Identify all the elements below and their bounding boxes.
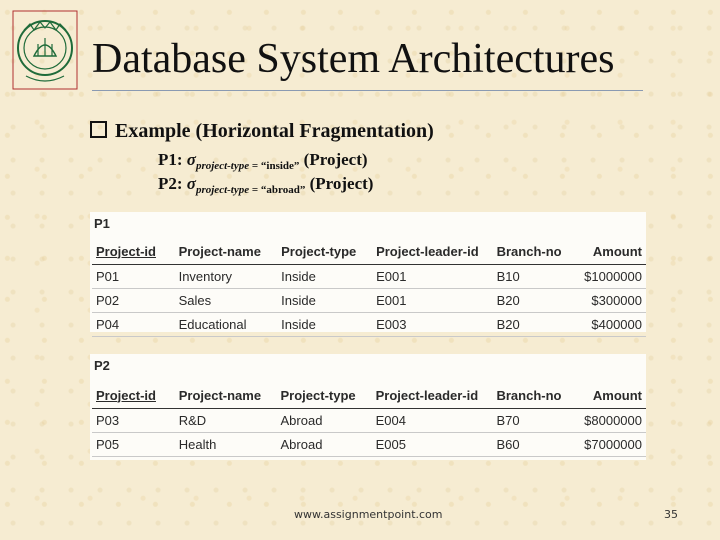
table-row <box>92 433 646 457</box>
fragment-table-panel-p1 <box>90 212 646 332</box>
table-cell: B60 <box>492 433 578 457</box>
table-cell: P03 <box>92 409 175 433</box>
selection-condition <box>196 160 299 172</box>
table-cell: E004 <box>372 409 493 433</box>
table-cell: R&D <box>175 409 277 433</box>
table-cell: Sales <box>175 289 278 313</box>
table-header-row <box>92 238 646 265</box>
fragment-table-p2 <box>92 382 646 457</box>
title-rule <box>92 90 643 91</box>
table-cell: B20 <box>493 289 578 313</box>
table-cell: P05 <box>92 433 175 457</box>
table-cell: E005 <box>372 433 493 457</box>
condition-attribute: project-type <box>195 160 250 172</box>
column-header: Project-leader-id <box>372 382 493 409</box>
table-row <box>92 289 646 313</box>
table-cell: Inside <box>277 265 372 289</box>
table-cell: Inventory <box>175 265 278 289</box>
column-header: Project-leader-id <box>372 238 493 265</box>
table-cell: B20 <box>493 313 578 337</box>
fragment-expression-p2 <box>158 174 373 194</box>
selection-condition <box>196 184 305 196</box>
sigma-symbol: σ <box>186 150 196 169</box>
column-header: Branch-no <box>493 238 578 265</box>
fragment-table-p1 <box>92 238 646 337</box>
table-row <box>92 409 646 433</box>
table-cell: E001 <box>372 265 493 289</box>
sigma-symbol: σ <box>186 174 196 193</box>
table-cell: $7000000 <box>578 433 646 457</box>
footer-url: www.assignmentpoint.com <box>294 508 443 521</box>
bullet-heading <box>90 120 434 143</box>
table-cell: Educational <box>175 313 278 337</box>
relation-name: (Project) <box>309 174 374 193</box>
table-cell: P02 <box>92 289 175 313</box>
table-cell: Inside <box>277 289 372 313</box>
table-cell: $400000 <box>578 313 646 337</box>
condition-operator: = <box>249 184 261 196</box>
table-cell: B10 <box>493 265 578 289</box>
fragment-table-panel-p2 <box>90 354 646 460</box>
fragment-name: P1: <box>158 150 183 169</box>
column-header: Project-type <box>277 382 372 409</box>
checkbox-bullet-icon <box>90 121 107 138</box>
condition-value: “inside” <box>260 160 300 172</box>
table-cell: $8000000 <box>578 409 646 433</box>
table-label: P2 <box>94 358 110 373</box>
column-header: Branch-no <box>492 382 578 409</box>
page-number: 35 <box>664 508 678 521</box>
university-crest-icon <box>12 10 78 90</box>
table-cell: Abroad <box>277 409 372 433</box>
bullet-text: Example (Horizontal Fragmentation) <box>115 120 434 142</box>
table-row <box>92 265 646 289</box>
fragment-name: P2: <box>158 174 183 193</box>
table-row <box>92 313 646 337</box>
column-header: Project-name <box>175 382 277 409</box>
table-cell: Abroad <box>277 433 372 457</box>
table-header-row <box>92 382 646 409</box>
column-header: Amount <box>578 238 646 265</box>
condition-attribute: project-type <box>195 184 250 196</box>
table-cell: Inside <box>277 313 372 337</box>
column-header: Project-type <box>277 238 372 265</box>
column-header: Project-name <box>175 238 278 265</box>
column-header: Project-id <box>92 238 175 265</box>
column-header: Amount <box>578 382 646 409</box>
table-cell: P04 <box>92 313 175 337</box>
table-cell: Health <box>175 433 277 457</box>
table-cell: P01 <box>92 265 175 289</box>
table-cell: $300000 <box>578 289 646 313</box>
slide-title: Database System Architectures <box>92 36 615 82</box>
condition-value: “abroad” <box>260 184 306 196</box>
condition-operator: = <box>249 160 261 172</box>
relation-name: (Project) <box>303 150 368 169</box>
table-cell: B70 <box>492 409 578 433</box>
column-header: Project-id <box>92 382 175 409</box>
table-cell: $1000000 <box>578 265 646 289</box>
table-cell: E003 <box>372 313 493 337</box>
table-cell: E001 <box>372 289 493 313</box>
table-label: P1 <box>94 216 110 231</box>
fragment-expression-p1 <box>158 150 368 170</box>
